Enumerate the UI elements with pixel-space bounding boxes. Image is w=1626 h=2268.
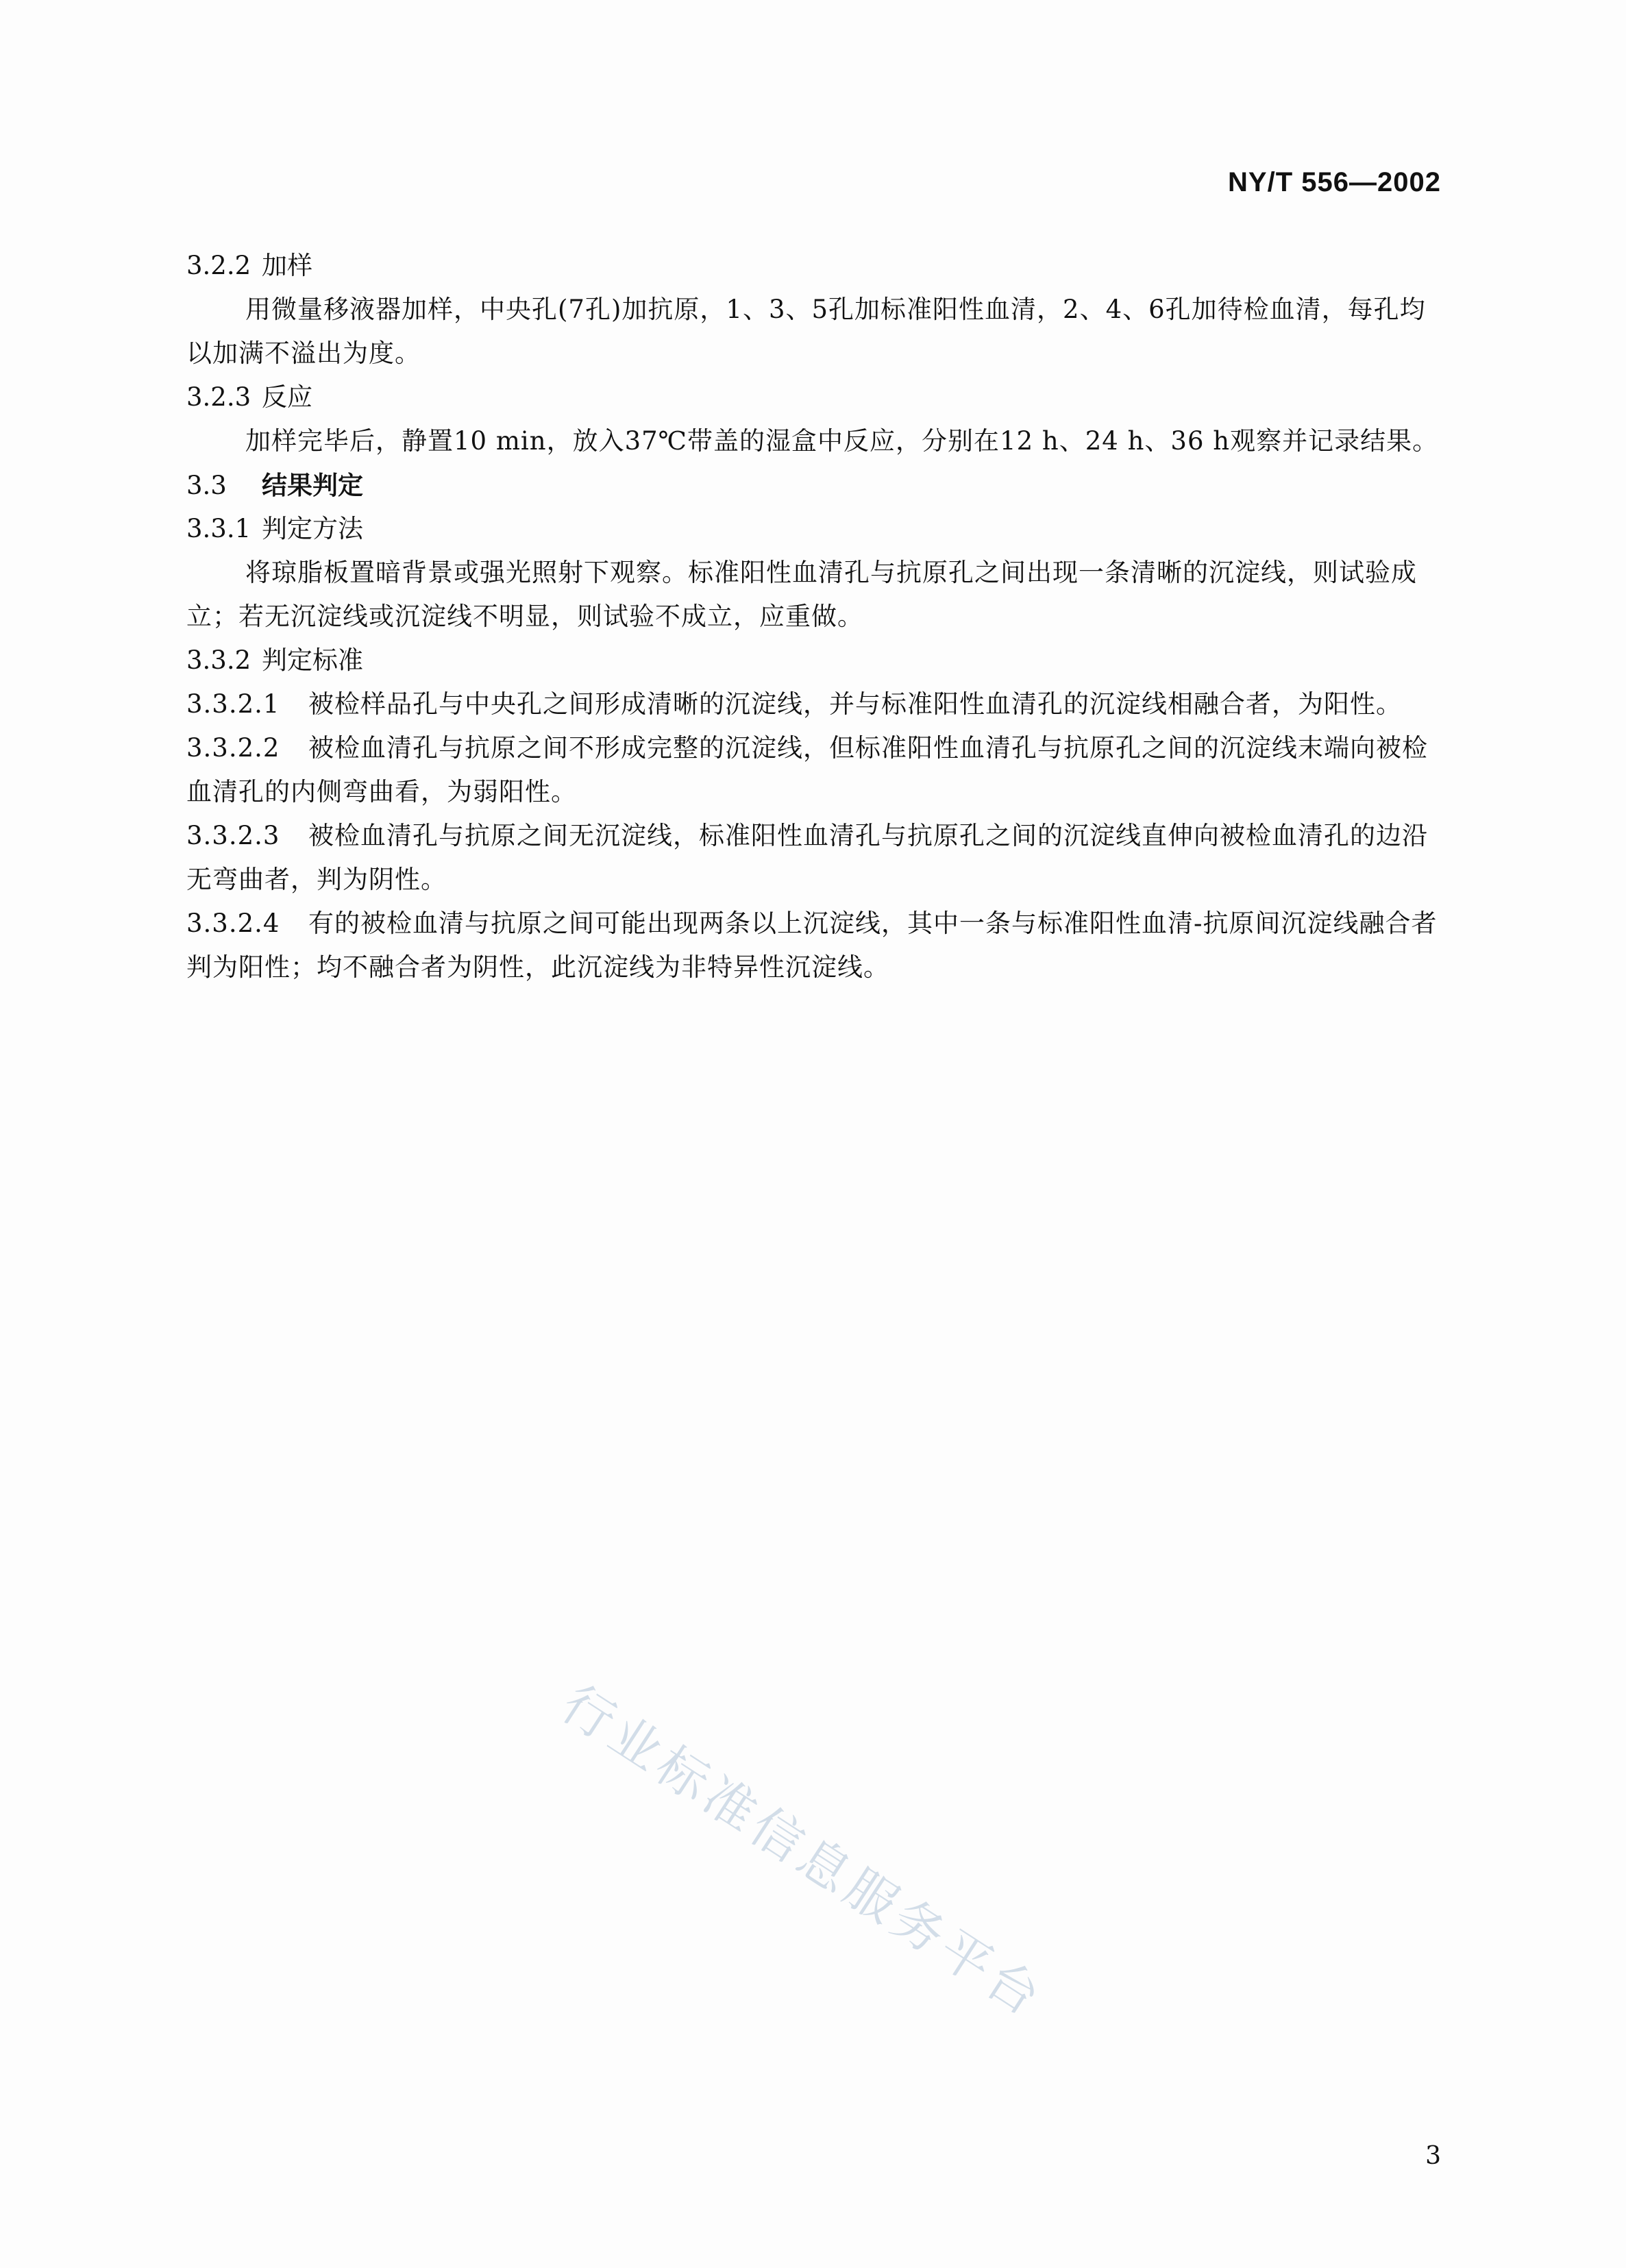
item-number: 3.3.2.2	[186, 733, 280, 763]
document-body	[186, 244, 1446, 989]
section-number: 3.2.3	[186, 382, 251, 412]
section-3-3-2-4	[186, 902, 1446, 989]
section-title: 判定方法	[262, 514, 363, 543]
section-3-3-2-1	[186, 682, 1446, 726]
section-number: 3.3.1	[186, 514, 251, 543]
item-text: 有的被检血清与抗原之间可能出现两条以上沉淀线，其中一条与标准阳性血清-抗原间沉淀线融合者判为阳性；均不融合者为阴性，此沉淀线为非特异性沉淀线。	[186, 909, 1438, 982]
section-3-3-2-heading	[186, 639, 1446, 682]
section-number: 3.3	[186, 471, 227, 500]
item-text: 被检血清孔与抗原之间不形成完整的沉淀线，但标准阳性血清孔与抗原孔之间的沉淀线末端向被检血清孔的内侧弯曲看，为弱阳性。	[186, 733, 1428, 806]
page-number: 3	[1425, 2142, 1441, 2170]
section-number: 3.2.2	[186, 251, 251, 280]
item-number: 3.3.2.1	[186, 689, 280, 719]
section-3-2-2-text: 用微量移液器加样，中央孔(7孔)加抗原，1、3、5孔加标准阳性血清，2、4、6孔加待检血清，每孔均以加满不溢出为度。	[186, 295, 1426, 368]
item-text: 被检血清孔与抗原之间无沉淀线，标准阳性血清孔与抗原孔之间的沉淀线直伸向被检血清孔的边沿无弯曲者，判为阴性。	[186, 821, 1428, 894]
item-number: 3.3.2.4	[186, 909, 280, 938]
section-3-3-2-2	[186, 726, 1446, 814]
section-title: 加样	[262, 251, 312, 280]
section-title: 判定标准	[262, 645, 363, 675]
section-3-2-3-text: 加样完毕后，静置10 min，放入37℃带盖的湿盒中反应，分别在12 h、24 h、36 h观察并记录结果。	[245, 426, 1439, 456]
section-3-2-3-heading	[186, 375, 1446, 419]
watermark: 行业标准信息服务平台	[551, 1674, 1055, 2030]
item-number: 3.3.2.3	[186, 821, 280, 850]
item-text: 被检样品孔与中央孔之间形成清晰的沉淀线，并与标准阳性血清孔的沉淀线相融合者，为阳性。	[308, 689, 1402, 719]
section-number: 3.3.2	[186, 645, 251, 675]
section-3-3-1-heading	[186, 507, 1446, 551]
section-3-3-1-text: 将琼脂板置暗背景或强光照射下观察。标准阳性血清孔与抗原孔之间出现一条清晰的沉淀线，则试验成立；若无沉淀线或沉淀线不明显，则试验不成立，应重做。	[186, 558, 1417, 631]
section-3-2-2-heading	[186, 244, 1446, 288]
section-title: 反应	[262, 382, 312, 412]
section-title: 结果判定	[262, 470, 363, 500]
section-3-3-heading	[186, 463, 1446, 507]
section-3-3-2-3	[186, 814, 1446, 902]
standard-code: NY/T 556—2002	[1228, 167, 1441, 197]
